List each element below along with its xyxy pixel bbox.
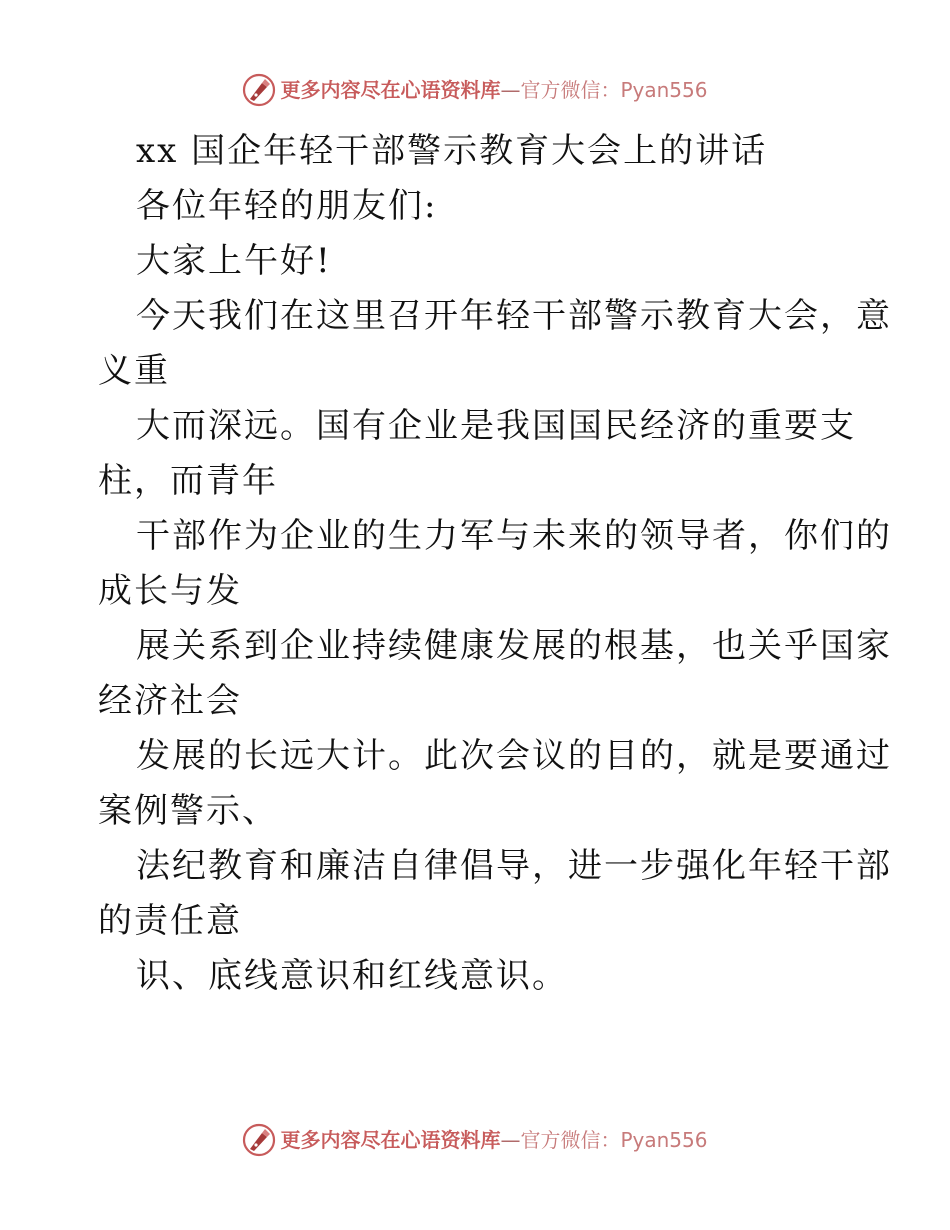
pen-nib-logo-icon <box>242 73 276 107</box>
doc-line: xx 国企年轻干部警示教育大会上的讲话 <box>136 131 768 171</box>
doc-line: 义重 <box>98 351 170 391</box>
doc-line: 的责任意 <box>98 901 242 941</box>
header-banner <box>0 70 950 110</box>
doc-line: 柱，而青年 <box>98 461 278 501</box>
doc-line: 干部作为企业的生力军与未来的领导者，你们的 <box>136 516 892 556</box>
header-banner-dash: — <box>500 78 521 102</box>
footer-banner-wechat: 官方微信：Pyan556 <box>520 1128 708 1152</box>
footer-banner-text <box>280 1123 707 1157</box>
footer-banner-dash: — <box>500 1128 521 1152</box>
doc-line: 大而深远。国有企业是我国国民经济的重要支 <box>136 406 856 446</box>
header-banner-wechat: 官方微信：Pyan556 <box>520 78 708 102</box>
pen-nib-logo-icon <box>242 1123 276 1157</box>
doc-line: 展关系到企业持续健康发展的根基，也关乎国家 <box>136 626 892 666</box>
doc-line: 今天我们在这里召开年轻干部警示教育大会，意 <box>136 296 892 336</box>
document-body <box>98 124 892 1004</box>
doc-line: 识、底线意识和红线意识。 <box>136 956 568 996</box>
doc-line: 案例警示、 <box>98 791 278 831</box>
doc-line: 经济社会 <box>98 681 242 721</box>
doc-line: 发展的长远大计。此次会议的目的，就是要通过 <box>136 736 892 776</box>
header-banner-main: 更多内容尽在心语资料库 <box>280 78 501 102</box>
doc-line: 各位年轻的朋友们: <box>136 186 438 226</box>
footer-banner-main: 更多内容尽在心语资料库 <box>280 1128 501 1152</box>
doc-line: 法纪教育和廉洁自律倡导，进一步强化年轻干部 <box>136 846 892 886</box>
doc-line: 大家上午好! <box>136 241 332 281</box>
footer-banner <box>0 1120 950 1160</box>
header-banner-text <box>280 73 707 107</box>
doc-line: 成长与发 <box>98 571 242 611</box>
